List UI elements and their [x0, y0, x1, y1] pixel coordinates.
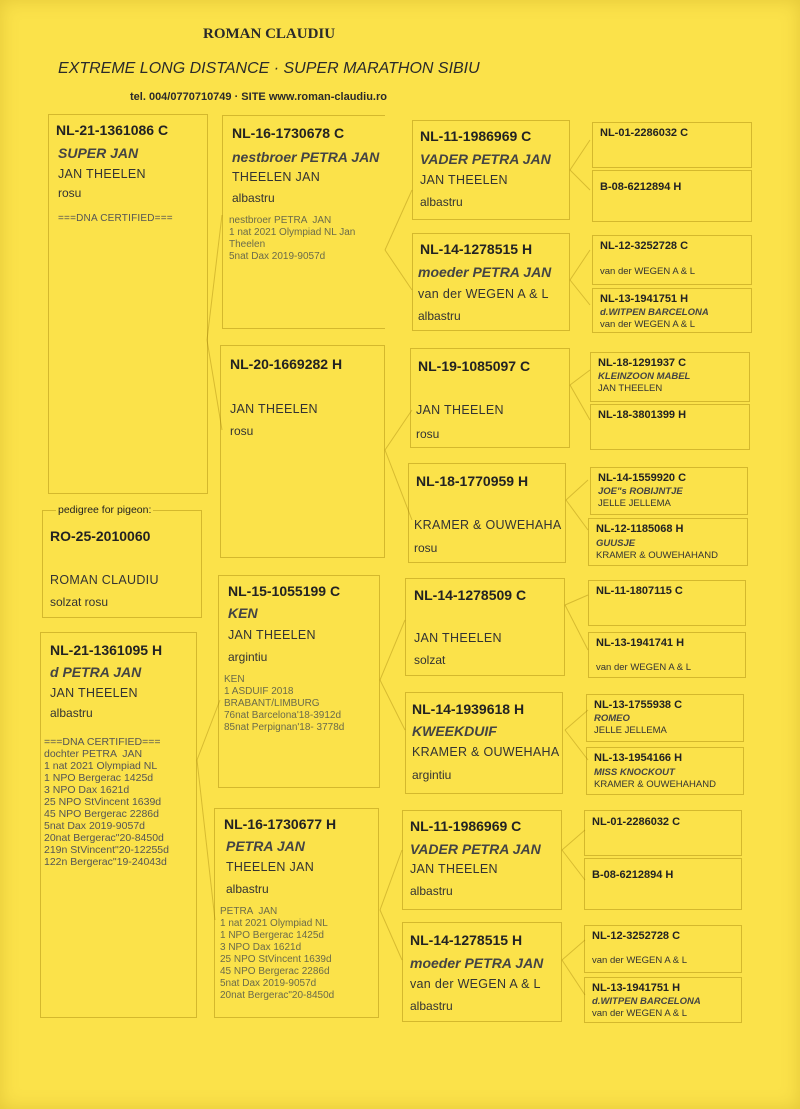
sire-dna: ===DNA CERTIFIED===	[58, 213, 173, 224]
sss-name: VADER PETRA JAN	[420, 151, 551, 167]
gen4-box-2	[592, 170, 752, 222]
sire-name: SUPER JAN	[58, 145, 139, 161]
sds-color: rosu	[416, 427, 440, 441]
dd-name: PETRA JAN	[226, 838, 305, 854]
ddd-ring: NL-14-1278515 H	[410, 932, 523, 948]
gen4-name-4: d.WITPEN BARCELONA	[600, 307, 709, 318]
ss-name: nestbroer PETRA JAN	[232, 149, 380, 165]
ddd-name: moeder PETRA JAN	[410, 955, 544, 971]
gen4-owner-7: JELLE JELLEMA	[598, 498, 671, 509]
gen4-owner-16: van der WEGEN A & L	[592, 1008, 688, 1019]
ddd-color: albastru	[410, 999, 453, 1013]
dss-owner: JAN THEELEN	[414, 631, 502, 645]
sire-owner: JAN THEELEN	[58, 167, 146, 181]
gen4-owner-10: van der WEGEN A & L	[596, 662, 692, 673]
sss-ring: NL-11-1986969 C	[420, 128, 532, 144]
gen4-name-16: d.WITPEN BARCELONA	[592, 996, 701, 1007]
dss-color: solzat	[414, 653, 446, 667]
gen4-ring-5: NL-18-1291937 C	[598, 357, 687, 369]
gen4-name-7: JOE"s ROBIJNTJE	[598, 486, 683, 497]
gen4-owner-12: KRAMER & OUWEHAHAND	[594, 779, 716, 790]
sss-color: albastru	[420, 195, 463, 209]
subject-ring: RO-25-2010060	[50, 528, 151, 544]
dsd-owner: KRAMER & OUWEHAHA	[412, 745, 560, 759]
gen4-owner-5: JAN THEELEN	[598, 383, 663, 394]
dss-ring: NL-14-1278509 C	[414, 587, 527, 603]
gen4-box-14	[584, 858, 742, 910]
sd-owner: JAN THEELEN	[230, 402, 318, 416]
gen4-ring-2: B-08-6212894 H	[600, 181, 682, 193]
dam-name: d PETRA JAN	[50, 664, 142, 680]
ssd-name: moeder PETRA JAN	[418, 264, 552, 280]
gen4-ring-10: NL-13-1941741 H	[596, 637, 685, 649]
ds-notes: KEN 1 ASDUIF 2018 BRABANT/LIMBURG 76nat Barcelona'18-3912d 85nat Perpignan'18- 3778d	[224, 674, 345, 733]
sds-owner: JAN THEELEN	[416, 403, 504, 417]
sd-box	[220, 345, 385, 558]
ss-color: albastru	[232, 191, 275, 205]
gen4-ring-9: NL-11-1807115 C	[596, 585, 683, 597]
dam-notes: ===DNA CERTIFIED=== dochter PETRA JAN 1 nat 2021 Olympiad NL 1 NPO Bergerac 1425d 3 NPO Dax 1621d 25 NPO StVincent 1639d 45 NPO Bergerac 2286d 5nat Dax 2019-9057d 20nat Bergerac"20-8450d 219n StVincent"20-12255d 122n Bergerac"19-24043d	[44, 736, 169, 868]
gen4-ring-4: NL-13-1941751 H	[600, 293, 689, 305]
gen4-ring-8: NL-12-1185068 H	[596, 523, 684, 535]
gen4-ring-12: NL-13-1954166 H	[594, 752, 683, 764]
sss-owner: JAN THEELEN	[420, 173, 508, 187]
gen4-ring-11: NL-13-1755938 C	[594, 699, 683, 711]
sire-color: rosu	[58, 186, 82, 200]
ds-name: KEN	[228, 605, 258, 621]
sds-ring: NL-19-1085097 C	[418, 358, 531, 374]
breeder-title: ROMAN CLAUDIU	[203, 26, 336, 42]
dam-color: albastru	[50, 706, 93, 720]
gen4-name-8: GUUSJE	[596, 538, 636, 549]
gen4-ring-15: NL-12-3252728 C	[592, 930, 681, 942]
ss-notes: nestbroer PETRA JAN 1 nat 2021 Olympiad NL Jan Theelen 5nat Dax 2019-9057d	[229, 215, 356, 262]
breeder-subtitle: EXTREME LONG DISTANCE · SUPER MARATHON SIBIU	[58, 60, 480, 77]
gen4-owner-4: van der WEGEN A & L	[600, 319, 696, 330]
dd-ring: NL-16-1730677 H	[224, 816, 337, 832]
gen4-ring-14: B-08-6212894 H	[592, 869, 674, 881]
dd-notes: PETRA JAN 1 nat 2021 Olympiad NL 1 NPO Bergerac 1425d 3 NPO Dax 1621d 25 NPO StVincent 1639d 45 NPO Bergerac 2286d 5nat Dax 2019-9057d 20nat Bergerac"20-8450d	[220, 906, 335, 1001]
dam-owner: JAN THEELEN	[50, 686, 138, 700]
ds-owner: JAN THEELEN	[228, 628, 316, 642]
dsd-color: argintiu	[412, 768, 452, 782]
dam-ring: NL-21-1361095 H	[50, 642, 163, 658]
gen4-ring-1: NL-01-2286032 C	[600, 127, 689, 139]
sdd-color: rosu	[414, 541, 438, 555]
gen4-owner-15: van der WEGEN A & L	[592, 955, 688, 966]
ssd-color: albastru	[418, 309, 461, 323]
dds-name: VADER PETRA JAN	[410, 841, 541, 857]
subject-label: pedigree for pigeon:	[58, 504, 152, 516]
ssd-owner: van der WEGEN A & L	[418, 287, 549, 301]
gen4-owner-11: JELLE JELLEMA	[594, 725, 667, 736]
subject-owner: ROMAN CLAUDIU	[50, 573, 159, 587]
dsd-name: KWEEKDUIF	[412, 723, 497, 739]
subject-color: solzat rosu	[50, 595, 109, 609]
gen4-ring-7: NL-14-1559920 C	[598, 472, 687, 484]
dsd-ring: NL-14-1939618 H	[412, 701, 525, 717]
gen4-ring-13: NL-01-2286032 C	[592, 816, 681, 828]
gen4-ring-6: NL-18-3801399 H	[598, 409, 687, 421]
gen4-owner-3: van der WEGEN A & L	[600, 266, 696, 277]
gen4-name-12: MISS KNOCKOUT	[594, 767, 675, 778]
dd-color: albastru	[226, 882, 269, 896]
gen4-ring-3: NL-12-3252728 C	[600, 240, 689, 252]
sd-ring: NL-20-1669282 H	[230, 356, 343, 372]
gen4-name-5: KLEINZOON MABEL	[598, 371, 691, 382]
sd-color: rosu	[230, 424, 254, 438]
sdd-owner: KRAMER & OUWEHAHA	[414, 518, 562, 532]
ddd-owner: van der WEGEN A & L	[410, 977, 541, 991]
ds-color: argintiu	[228, 650, 268, 664]
breeder-contact: tel. 004/0770710749 · SITE www.roman-claudiu.ro	[130, 91, 387, 103]
ssd-ring: NL-14-1278515 H	[420, 241, 533, 257]
gen4-ring-16: NL-13-1941751 H	[592, 982, 681, 994]
ds-ring: NL-15-1055199 C	[228, 583, 341, 599]
dds-ring: NL-11-1986969 C	[410, 818, 522, 834]
dd-owner: THEELEN JAN	[226, 860, 315, 874]
sdd-ring: NL-18-1770959 H	[416, 473, 529, 489]
gen4-name-11: ROMEO	[594, 713, 630, 724]
dds-owner: JAN THEELEN	[410, 862, 498, 876]
gen4-owner-8: KRAMER & OUWEHAHAND	[596, 550, 718, 561]
sire-ring: NL-21-1361086 C	[56, 122, 169, 138]
ss-owner: THEELEN JAN	[232, 170, 321, 184]
ss-ring: NL-16-1730678 C	[232, 125, 345, 141]
dds-color: albastru	[410, 884, 453, 898]
